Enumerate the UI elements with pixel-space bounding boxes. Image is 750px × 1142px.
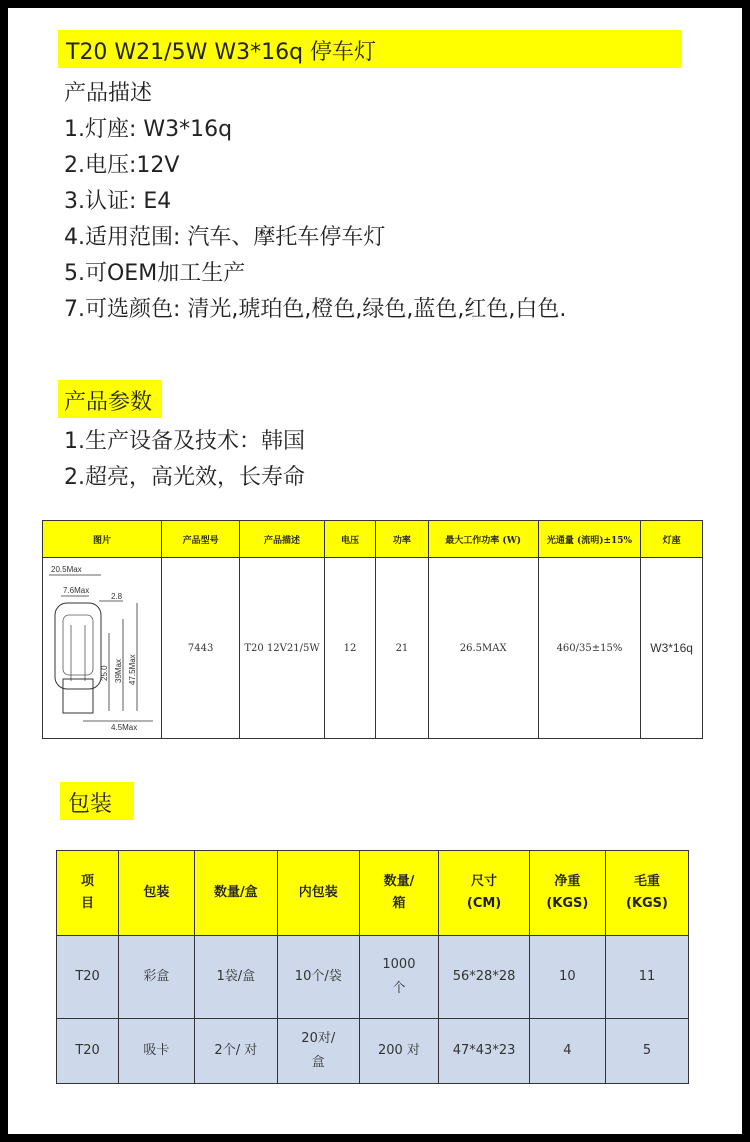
cell-text-line: 毛重 (633, 874, 660, 889)
description-heading: 产品描述 (64, 81, 153, 106)
description-item: 7.可选颜色: 清光,琥珀色,橙色,绿色,蓝色,红色,白色. (64, 297, 567, 322)
spec-max-power: 26.5MAX (428, 558, 538, 739)
cell-text-line: 1000 (382, 957, 416, 972)
cell-text-line: 数量/盒 (213, 885, 258, 900)
packaging-cell (359, 936, 439, 1019)
packaging-row (57, 936, 689, 1019)
packaging-cell (439, 1019, 529, 1084)
dim-label: 20.5Max (51, 565, 82, 574)
packaging-cell (529, 1019, 605, 1084)
cell-text-line: 数量/ (383, 874, 415, 889)
packaging-row (57, 1019, 689, 1084)
params-highlight (58, 380, 162, 418)
spec-table (42, 520, 703, 739)
cell-text-line: 箱 (392, 896, 406, 911)
params-item: 1.生产设备及技术：韩国 (64, 429, 305, 454)
page-title: T20 W21/5W W3*16q 停车灯 (66, 40, 377, 65)
spec-power: 21 (376, 558, 428, 739)
params-heading: 产品参数 (64, 390, 153, 415)
cell-text-line: 200 对 (377, 1043, 420, 1058)
packaging-header (57, 851, 119, 936)
cell-text-line: 11 (638, 969, 656, 984)
cell-text-line: 5 (642, 1043, 652, 1058)
title-highlight (58, 30, 682, 68)
dim-label: 2.8 (111, 592, 123, 601)
cell-text-line: (CM) (466, 896, 502, 911)
dim-label: 47.5Max (128, 654, 137, 685)
spec-header-row (43, 521, 703, 558)
dim-label: 7.6Max (63, 586, 90, 595)
dim-label: 39Max (114, 658, 123, 683)
packaging-cell (194, 936, 277, 1019)
spec-header: 光通量 (流明)±15% (538, 521, 640, 558)
packaging-header (605, 851, 688, 936)
packaging-cell (194, 1019, 277, 1084)
cell-text-line: T20 (75, 969, 100, 984)
params-item: 2.超亮，高光效，长寿命 (64, 465, 305, 490)
spec-voltage: 12 (324, 558, 375, 739)
packaging-cell (529, 936, 605, 1019)
dim-label: 4.5Max (111, 723, 138, 732)
cell-text-line: 尺寸 (471, 874, 498, 889)
cell-text-line: 彩盒 (143, 969, 170, 984)
cell-text-line: 盒 (311, 1055, 325, 1070)
packaging-header (278, 851, 359, 936)
cell-text-line: 2个/ 对 (214, 1043, 258, 1058)
spec-lumen: 460/35±15% (538, 558, 640, 739)
packaging-table (56, 850, 689, 1084)
packaging-cell (605, 936, 688, 1019)
packaging-cell (278, 936, 359, 1019)
cell-text-line: (KGS) (625, 896, 668, 911)
packaging-cell (57, 1019, 119, 1084)
packaging-cell (57, 936, 119, 1019)
page (8, 8, 742, 1134)
dim-label: 25.0 (100, 665, 109, 681)
spec-row (43, 558, 703, 739)
packaging-heading: 包装 (68, 792, 113, 817)
cell-text-line: 包装 (143, 885, 170, 900)
cell-text-line: 4 (563, 1043, 572, 1058)
spec-model: 7443 (162, 558, 240, 739)
cell-text-line: 10个/袋 (294, 969, 342, 984)
description-item: 2.电压:12V (64, 153, 180, 178)
packaging-cell (439, 936, 529, 1019)
spec-header: 产品描述 (240, 521, 325, 558)
cell-text-line: 个 (392, 981, 406, 996)
spec-base: W3*16q (641, 558, 703, 739)
cell-text-line: 1袋/盒 (216, 969, 256, 984)
packaging-cell (605, 1019, 688, 1084)
bulb-dimension-drawing (43, 561, 161, 735)
cell-text-line: 净重 (554, 874, 581, 889)
packaging-header (194, 851, 277, 936)
packaging-cell (359, 1019, 439, 1084)
packaging-cell (119, 1019, 195, 1084)
spec-header: 功率 (376, 521, 428, 558)
packaging-header (529, 851, 605, 936)
cell-text-line: 47*43*23 (452, 1043, 516, 1058)
spec-header: 灯座 (641, 521, 703, 558)
spec-header: 电压 (324, 521, 375, 558)
packaging-header-row (57, 851, 689, 936)
cell-text-line: 56*28*28 (452, 969, 516, 984)
spec-header: 产品型号 (162, 521, 240, 558)
spec-header: 图片 (43, 521, 162, 558)
description-item: 4.适用范围: 汽车、摩托车停车灯 (64, 225, 386, 250)
cell-text-line: 20对/ (301, 1031, 336, 1046)
description-item: 3.认证: E4 (64, 189, 172, 214)
cell-text-line: 吸卡 (143, 1043, 170, 1058)
cell-text-line: (KGS) (546, 896, 589, 911)
packaging-header (119, 851, 195, 936)
cell-text-line: T20 (75, 1043, 100, 1058)
packaging-cell (278, 1019, 359, 1084)
packaging-highlight (60, 782, 134, 820)
description-item: 5.可OEM加工生产 (64, 261, 246, 286)
spec-desc: T20 12V21/5W (240, 558, 325, 739)
packaging-cell (119, 936, 195, 1019)
packaging-header (359, 851, 439, 936)
spec-header: 最大工作功率 (W) (428, 521, 538, 558)
packaging-header (439, 851, 529, 936)
cell-text-line: 目 (81, 896, 95, 911)
bulb-drawing-cell (43, 558, 162, 739)
description-item: 1.灯座: W3*16q (64, 117, 233, 142)
cell-text-line: 内包装 (298, 885, 338, 900)
cell-text-line: 项 (81, 874, 95, 889)
cell-text-line: 10 (559, 969, 576, 984)
